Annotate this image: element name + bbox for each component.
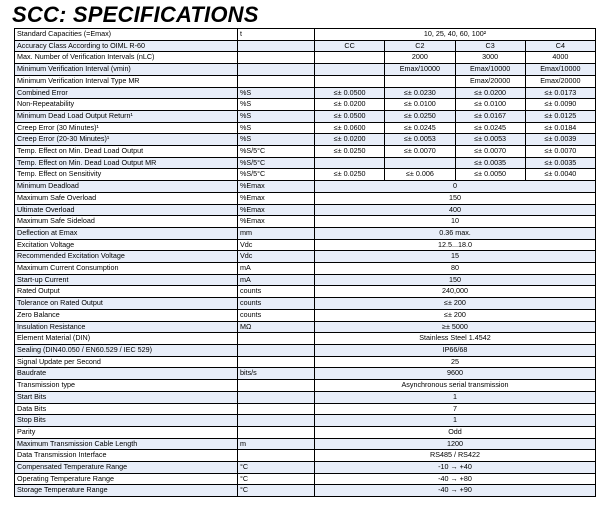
parameter-cell: Accuracy Class According to OIML R-60 bbox=[15, 40, 238, 52]
parameter-cell: Minimum Verification Interval Type MR bbox=[15, 75, 238, 87]
value-cell-all-classes: 10 bbox=[315, 216, 596, 228]
value-cell-c4: ≤± 0.0070 bbox=[525, 146, 595, 158]
value-cell-all-classes: 7 bbox=[315, 403, 596, 415]
unit-cell: counts bbox=[238, 309, 315, 321]
value-cell-all-classes: 25 bbox=[315, 356, 596, 368]
table-row bbox=[15, 122, 596, 134]
specifications-table-body bbox=[15, 29, 596, 497]
parameter-cell: Zero Balance bbox=[15, 309, 238, 321]
unit-cell: m bbox=[238, 438, 315, 450]
table-row bbox=[15, 29, 596, 41]
parameter-cell: Temp. Effect on Min. Dead Load Output MR bbox=[15, 157, 238, 169]
parameter-cell: Transmission type bbox=[15, 380, 238, 392]
value-cell-c3: ≤± 0.0070 bbox=[455, 146, 525, 158]
value-cell-all-classes: Asynchronous serial transmission bbox=[315, 380, 596, 392]
unit-cell bbox=[238, 52, 315, 64]
table-row bbox=[15, 169, 596, 181]
unit-cell bbox=[238, 403, 315, 415]
table-row bbox=[15, 450, 596, 462]
parameter-cell: Creep Error (20-30 Minutes)¹ bbox=[15, 134, 238, 146]
value-cell-c3: Emax/20000 bbox=[455, 75, 525, 87]
value-cell-all-classes: 150 bbox=[315, 192, 596, 204]
parameter-cell: Data Transmission Interface bbox=[15, 450, 238, 462]
table-row bbox=[15, 368, 596, 380]
parameter-cell: Compensated Temperature Range bbox=[15, 462, 238, 474]
table-row bbox=[15, 157, 596, 169]
unit-cell: mA bbox=[238, 274, 315, 286]
value-cell-c2: ≤± 0.0100 bbox=[385, 99, 455, 111]
value-cell-c2: Emax/10000 bbox=[385, 64, 455, 76]
unit-cell bbox=[238, 344, 315, 356]
parameter-cell: Start Bits bbox=[15, 391, 238, 403]
parameter-cell: Data Bits bbox=[15, 403, 238, 415]
parameter-cell: Temp. Effect on Sensitivity bbox=[15, 169, 238, 181]
value-cell-c4: Emax/10000 bbox=[525, 64, 595, 76]
value-cell-cc: ≤± 0.0250 bbox=[315, 169, 385, 181]
value-cell-all-classes: 10, 25, 40, 60, 100² bbox=[315, 29, 596, 41]
unit-cell: %Emax bbox=[238, 204, 315, 216]
table-row bbox=[15, 286, 596, 298]
unit-cell bbox=[238, 40, 315, 52]
value-cell-c2 bbox=[385, 75, 455, 87]
value-cell-cc: ≤± 0.0200 bbox=[315, 134, 385, 146]
table-row bbox=[15, 321, 596, 333]
value-cell-cc: CC bbox=[315, 40, 385, 52]
value-cell-all-classes: 1200 bbox=[315, 438, 596, 450]
parameter-cell: Recommended Excitation Voltage bbox=[15, 251, 238, 263]
value-cell-cc bbox=[315, 52, 385, 64]
table-row bbox=[15, 462, 596, 474]
value-cell-all-classes: 150 bbox=[315, 274, 596, 286]
unit-cell: MΩ bbox=[238, 321, 315, 333]
value-cell-all-classes: 15 bbox=[315, 251, 596, 263]
value-cell-c2 bbox=[385, 157, 455, 169]
parameter-cell: Combined Error bbox=[15, 87, 238, 99]
unit-cell: counts bbox=[238, 298, 315, 310]
table-row bbox=[15, 99, 596, 111]
value-cell-cc: ≤± 0.0250 bbox=[315, 146, 385, 158]
table-row bbox=[15, 426, 596, 438]
value-cell-cc bbox=[315, 64, 385, 76]
value-cell-c2: ≤± 0.0070 bbox=[385, 146, 455, 158]
value-cell-cc: ≤± 0.0500 bbox=[315, 87, 385, 99]
parameter-cell: Signal Update per Second bbox=[15, 356, 238, 368]
value-cell-all-classes: -40 → +80 bbox=[315, 473, 596, 485]
value-cell-all-classes: ≥± 5000 bbox=[315, 321, 596, 333]
table-row bbox=[15, 75, 596, 87]
table-row bbox=[15, 110, 596, 122]
value-cell-c2: ≤± 0.0250 bbox=[385, 110, 455, 122]
value-cell-c4: ≤± 0.0035 bbox=[525, 157, 595, 169]
unit-cell bbox=[238, 333, 315, 345]
table-row bbox=[15, 309, 596, 321]
parameter-cell: Rated Output bbox=[15, 286, 238, 298]
unit-cell: °C bbox=[238, 473, 315, 485]
table-row bbox=[15, 274, 596, 286]
value-cell-c4: ≤± 0.0040 bbox=[525, 169, 595, 181]
unit-cell bbox=[238, 356, 315, 368]
value-cell-c3: ≤± 0.0245 bbox=[455, 122, 525, 134]
table-row bbox=[15, 403, 596, 415]
parameter-cell: Operating Temperature Range bbox=[15, 473, 238, 485]
parameter-cell: Storage Temperature Range bbox=[15, 485, 238, 497]
value-cell-all-classes: RS485 / RS422 bbox=[315, 450, 596, 462]
unit-cell: %S/5°C bbox=[238, 146, 315, 158]
parameter-cell: Deflection at Emax bbox=[15, 227, 238, 239]
value-cell-c3: ≤± 0.0050 bbox=[455, 169, 525, 181]
table-row bbox=[15, 263, 596, 275]
value-cell-all-classes: 240,000 bbox=[315, 286, 596, 298]
unit-cell bbox=[238, 415, 315, 427]
parameter-cell: Maximum Safe Sideload bbox=[15, 216, 238, 228]
specifications-table bbox=[14, 28, 596, 497]
value-cell-c2: C2 bbox=[385, 40, 455, 52]
parameter-cell: Start-up Current bbox=[15, 274, 238, 286]
parameter-cell: Element Material (DIN) bbox=[15, 333, 238, 345]
parameter-cell: Ultimate Overload bbox=[15, 204, 238, 216]
unit-cell: %S bbox=[238, 87, 315, 99]
table-row bbox=[15, 146, 596, 158]
parameter-cell: Minimum Dead Load Output Return¹ bbox=[15, 110, 238, 122]
value-cell-all-classes: 400 bbox=[315, 204, 596, 216]
value-cell-all-classes: IP66/68 bbox=[315, 344, 596, 356]
unit-cell: °C bbox=[238, 485, 315, 497]
value-cell-all-classes: 0.36 max. bbox=[315, 227, 596, 239]
table-row bbox=[15, 438, 596, 450]
value-cell-cc: ≤± 0.0600 bbox=[315, 122, 385, 134]
parameter-cell: Maximum Safe Overload bbox=[15, 192, 238, 204]
value-cell-all-classes: 1 bbox=[315, 415, 596, 427]
unit-cell bbox=[238, 75, 315, 87]
value-cell-c3: C3 bbox=[455, 40, 525, 52]
value-cell-c3: ≤± 0.0200 bbox=[455, 87, 525, 99]
value-cell-all-classes: 80 bbox=[315, 263, 596, 275]
value-cell-c4: ≤± 0.0039 bbox=[525, 134, 595, 146]
unit-cell: %S/5°C bbox=[238, 157, 315, 169]
value-cell-c2: ≤± 0.006 bbox=[385, 169, 455, 181]
table-row bbox=[15, 204, 596, 216]
value-cell-c4: 4000 bbox=[525, 52, 595, 64]
parameter-cell: Maximum Current Consumption bbox=[15, 263, 238, 275]
value-cell-c4: C4 bbox=[525, 40, 595, 52]
table-row bbox=[15, 391, 596, 403]
table-row bbox=[15, 227, 596, 239]
table-row bbox=[15, 356, 596, 368]
table-row bbox=[15, 485, 596, 497]
value-cell-cc: ≤± 0.0200 bbox=[315, 99, 385, 111]
table-row bbox=[15, 415, 596, 427]
value-cell-c4: ≤± 0.0173 bbox=[525, 87, 595, 99]
value-cell-c2: ≤± 0.0245 bbox=[385, 122, 455, 134]
table-row bbox=[15, 87, 596, 99]
unit-cell: t bbox=[238, 29, 315, 41]
table-row bbox=[15, 298, 596, 310]
value-cell-all-classes: -10 → +40 bbox=[315, 462, 596, 474]
table-row bbox=[15, 192, 596, 204]
value-cell-c3: 3000 bbox=[455, 52, 525, 64]
value-cell-c3: ≤± 0.0035 bbox=[455, 157, 525, 169]
table-row bbox=[15, 40, 596, 52]
table-row bbox=[15, 52, 596, 64]
unit-cell: %S bbox=[238, 99, 315, 111]
unit-cell bbox=[238, 64, 315, 76]
parameter-cell: Tolerance on Rated Output bbox=[15, 298, 238, 310]
unit-cell: Vdc bbox=[238, 239, 315, 251]
value-cell-c3: Emax/10000 bbox=[455, 64, 525, 76]
unit-cell: bits/s bbox=[238, 368, 315, 380]
value-cell-cc bbox=[315, 75, 385, 87]
unit-cell: mm bbox=[238, 227, 315, 239]
parameter-cell: Minimum Deadload bbox=[15, 181, 238, 193]
table-row bbox=[15, 134, 596, 146]
unit-cell: %S/5°C bbox=[238, 169, 315, 181]
unit-cell: mA bbox=[238, 263, 315, 275]
page-title: SCC: SPECIFICATIONS bbox=[12, 2, 259, 27]
unit-cell: %Emax bbox=[238, 216, 315, 228]
unit-cell: %S bbox=[238, 110, 315, 122]
parameter-cell: Creep Error (30 Minutes)¹ bbox=[15, 122, 238, 134]
value-cell-all-classes: -40 → +90 bbox=[315, 485, 596, 497]
table-row bbox=[15, 473, 596, 485]
value-cell-c4: ≤± 0.0184 bbox=[525, 122, 595, 134]
table-row bbox=[15, 181, 596, 193]
table-row bbox=[15, 64, 596, 76]
unit-cell bbox=[238, 380, 315, 392]
value-cell-c3: ≤± 0.0100 bbox=[455, 99, 525, 111]
table-row bbox=[15, 344, 596, 356]
value-cell-c3: ≤± 0.0167 bbox=[455, 110, 525, 122]
value-cell-c2: 2000 bbox=[385, 52, 455, 64]
table-row bbox=[15, 239, 596, 251]
unit-cell: %Emax bbox=[238, 192, 315, 204]
parameter-cell: Minimum Verification Interval (vmin) bbox=[15, 64, 238, 76]
table-row bbox=[15, 251, 596, 263]
parameter-cell: Baudrate bbox=[15, 368, 238, 380]
parameter-cell: Non-Repeatability bbox=[15, 99, 238, 111]
unit-cell: %Emax bbox=[238, 181, 315, 193]
parameter-cell: Insulation Resistance bbox=[15, 321, 238, 333]
value-cell-c2: ≤± 0.0230 bbox=[385, 87, 455, 99]
parameter-cell: Max. Number of Verification Intervals (nLC) bbox=[15, 52, 238, 64]
unit-cell: counts bbox=[238, 286, 315, 298]
value-cell-c3: ≤± 0.0053 bbox=[455, 134, 525, 146]
value-cell-all-classes: Stainless Steel 1.4542 bbox=[315, 333, 596, 345]
unit-cell: Vdc bbox=[238, 251, 315, 263]
value-cell-all-classes: Odd bbox=[315, 426, 596, 438]
parameter-cell: Excitation Voltage bbox=[15, 239, 238, 251]
table-row bbox=[15, 333, 596, 345]
value-cell-all-classes: 0 bbox=[315, 181, 596, 193]
unit-cell bbox=[238, 391, 315, 403]
unit-cell: %S bbox=[238, 134, 315, 146]
value-cell-all-classes: ≤± 200 bbox=[315, 309, 596, 321]
value-cell-all-classes: 1 bbox=[315, 391, 596, 403]
value-cell-c4: Emax/20000 bbox=[525, 75, 595, 87]
value-cell-all-classes: ≤± 200 bbox=[315, 298, 596, 310]
parameter-cell: Sealing (DIN40.050 / EN60.529 / IEC 529) bbox=[15, 344, 238, 356]
parameter-cell: Parity bbox=[15, 426, 238, 438]
unit-cell bbox=[238, 450, 315, 462]
table-row bbox=[15, 216, 596, 228]
parameter-cell: Maximum Transmission Cable Length bbox=[15, 438, 238, 450]
parameter-cell: Standard Capacities (=Emax) bbox=[15, 29, 238, 41]
table-row bbox=[15, 380, 596, 392]
parameter-cell: Temp. Effect on Min. Dead Load Output bbox=[15, 146, 238, 158]
value-cell-all-classes: 9600 bbox=[315, 368, 596, 380]
value-cell-c4: ≤± 0.0125 bbox=[525, 110, 595, 122]
value-cell-c4: ≤± 0.0090 bbox=[525, 99, 595, 111]
value-cell-all-classes: 12.5...18.0 bbox=[315, 239, 596, 251]
value-cell-c2: ≤± 0.0053 bbox=[385, 134, 455, 146]
value-cell-cc bbox=[315, 157, 385, 169]
unit-cell bbox=[238, 426, 315, 438]
parameter-cell: Stop Bits bbox=[15, 415, 238, 427]
value-cell-cc: ≤± 0.0500 bbox=[315, 110, 385, 122]
unit-cell: %S bbox=[238, 122, 315, 134]
unit-cell: °C bbox=[238, 462, 315, 474]
